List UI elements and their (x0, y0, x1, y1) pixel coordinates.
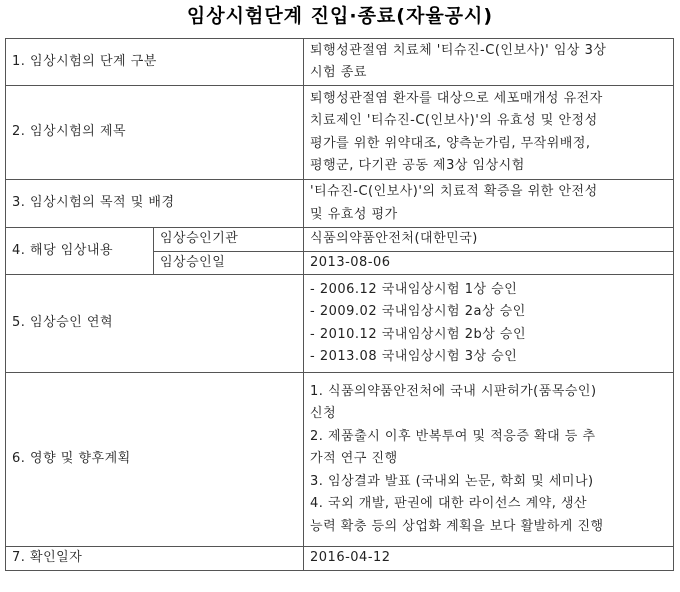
row-value-phase (304, 39, 674, 86)
table-row-title (6, 86, 674, 180)
value-line: 평행군, 다기관 공동 제3상 임상시험 (310, 158, 525, 173)
value-line: 1. 식품의약품안전처에 국내 시판허가(품목승인) (310, 383, 597, 399)
value-line: - 2013.08 국내임상시험 3상 승인 (310, 349, 518, 364)
row-value-history (304, 275, 674, 373)
value-line: 퇴행성관절염 치료체 '티슈진-C(인보사)' 임상 3상 (310, 42, 607, 58)
row-value-title (304, 86, 674, 180)
table-row-history (6, 275, 674, 373)
table-row-plan (6, 373, 674, 547)
row-label-plan: 6. 영향 및 향후계획 (6, 373, 304, 547)
value-line: 2. 제품출시 이후 반복투여 및 적응증 확대 등 추 (310, 428, 596, 444)
table-row-purpose (6, 180, 674, 228)
value-line: 4. 국외 개발, 판권에 대한 라이선스 계약, 생산 (310, 496, 588, 512)
row-value-confirm-date: 2016-04-12 (304, 547, 674, 571)
sub-label-agency: 임상승인기관 (154, 228, 304, 252)
row-label-confirm-date: 7. 확인일자 (6, 547, 304, 571)
table-row-content-agency (6, 228, 674, 252)
value-line: 평가를 위한 위약대조, 양측눈가림, 무작위배정, (310, 135, 591, 151)
sub-value-approval-date: 2013-08-06 (304, 251, 674, 275)
value-line: 퇴행성관절염 환자를 대상으로 세포매개성 유전자 (310, 90, 603, 106)
value-line: - 2006.12 국내임상시험 1상 승인 (310, 281, 518, 297)
value-line: 능력 확충 등의 상업화 계획을 보다 활발하게 진행 (310, 518, 604, 534)
row-label-purpose: 3. 임상시험의 목적 및 배경 (6, 180, 304, 228)
table-row-confirm-date (6, 547, 674, 571)
value-line: - 2009.02 국내임상시험 2a상 승인 (310, 304, 526, 319)
value-line: 가적 연구 진행 (310, 451, 398, 467)
document-title: 임상시험단계 진입·종료(자율공시) (186, 5, 494, 27)
value-line: 및 유효성 평가 (310, 206, 398, 222)
value-line: 신청 (310, 406, 337, 422)
row-value-purpose (304, 180, 674, 228)
table-row-phase (6, 39, 674, 86)
sub-label-approval-date: 임상승인일 (154, 251, 304, 275)
value-line: 치료제인 '티슈진-C(인보사)'의 유효성 및 안정성 (310, 113, 598, 128)
sub-value-agency: 식품의약품안전처(대한민국) (304, 228, 674, 252)
disclosure-table (5, 38, 674, 571)
value-line: 3. 임상결과 발표 (국내외 논문, 학회 및 세미나) (310, 473, 594, 489)
row-value-plan (304, 373, 674, 547)
value-line: - 2010.12 국내임상시험 2b상 승인 (310, 326, 527, 342)
row-label-history: 5. 임상승인 연혁 (6, 275, 304, 373)
value-line: 시험 종료 (310, 65, 367, 80)
row-label-phase: 1. 임상시험의 단계 구분 (6, 39, 304, 86)
row-label-title: 2. 임상시험의 제목 (6, 86, 304, 180)
row-label-content: 4. 해당 임상내용 (6, 228, 154, 275)
value-line: '티슈진-C(인보사)'의 치료적 확증을 위한 안전성 (310, 184, 598, 199)
